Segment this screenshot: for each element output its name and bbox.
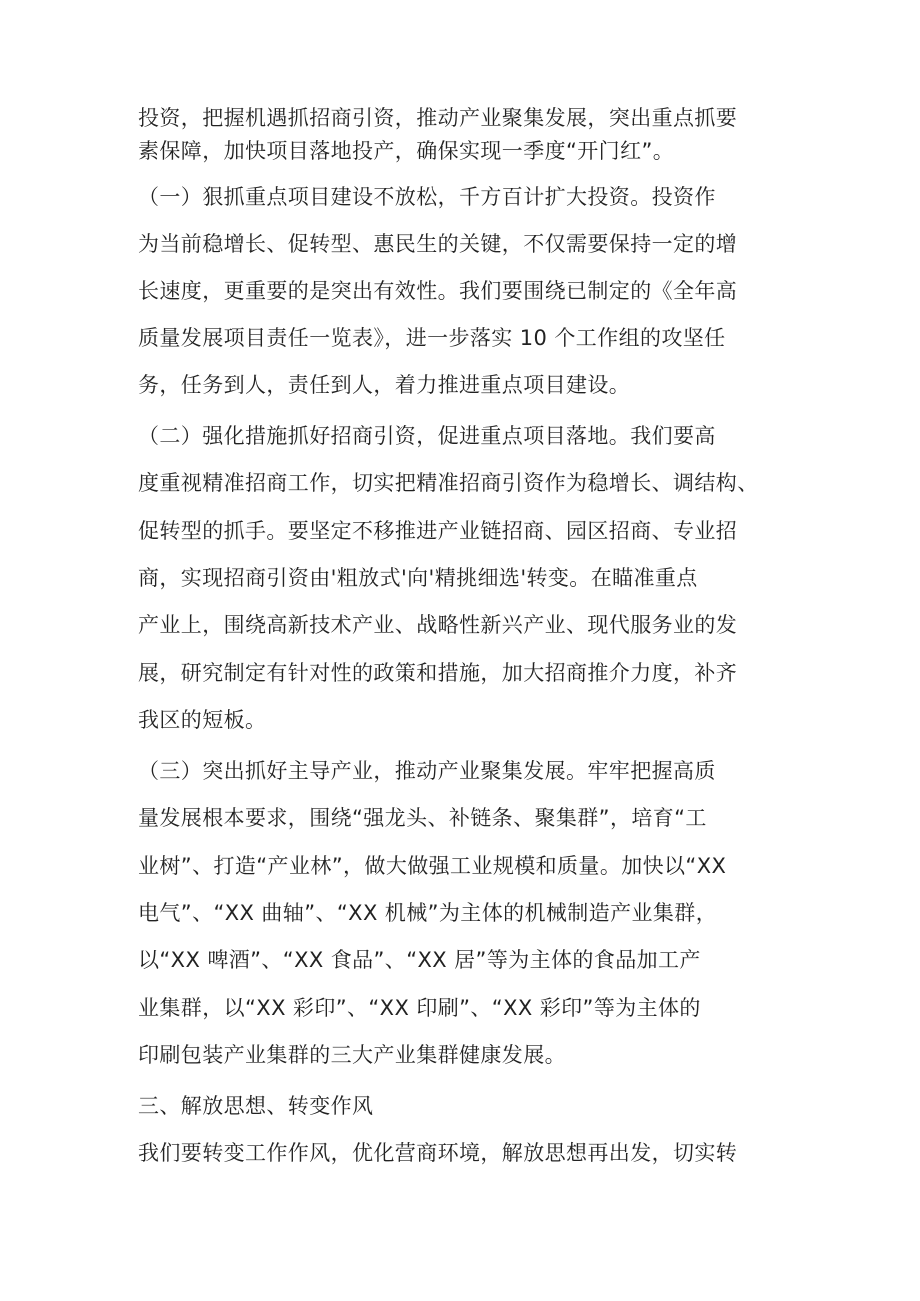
text-line: （二）强化措施抓好招商引资，促进重点项目落地。我们要高	[138, 424, 716, 448]
text-line: 投资，把握机遇抓招商引资，推动产业聚集发展，突出重点抓要	[138, 106, 738, 130]
text-line: 以“XX 啤酒”、“XX 食品”、“XX 居”等为主体的食品加工产	[138, 948, 701, 972]
text-line: 业树”、打造“产业林”，做大做强工业规模和质量。加快以“XX	[138, 854, 727, 878]
text-line: 质量发展项目责任一览表》，进一步落实 10 个工作组的攻坚任	[138, 326, 726, 350]
text-line: 量发展根本要求，围绕“强龙头、补链条、聚集群”，培育“工	[138, 806, 707, 830]
text-line: 商，实现招商引资由'粗放式'向'精挑细选'转变。在瞄准重点	[138, 566, 698, 590]
text-line: 为当前稳增长、促转型、惠民生的关键，不仅需要保持一定的增	[138, 232, 738, 256]
text-line: 长速度，更重要的是突出有效性。我们要围绕已制定的《全年高	[138, 279, 738, 303]
text-line: （三）突出抓好主导产业，推动产业聚集发展。牢牢把握高质	[138, 759, 716, 783]
section-heading: 三、解放思想、转变作风	[138, 1094, 374, 1118]
text-line: 印刷包装产业集群的三大产业集群健康发展。	[138, 1043, 566, 1067]
text-line: （一）狠抓重点项目建设不放松，千方百计扩大投资。投资作	[138, 185, 716, 209]
text-line: 电气”、“XX 曲轴”、“XX 机械”为主体的机械制造产业集群，	[138, 901, 718, 925]
text-line: 度重视精准招商工作，切实把精准招商引资作为稳增长、调结构、	[138, 471, 759, 495]
text-line: 务，任务到人，责任到人，着力推进重点项目建设。	[138, 373, 631, 397]
text-line: 展，研究制定有针对性的政策和措施，加大招商推介力度，补齐	[138, 661, 738, 685]
text-line: 业集群，以“XX 彩印”、“XX 印刷”、“XX 彩印”等为主体的	[138, 996, 701, 1020]
text-line: 我区的短板。	[138, 708, 267, 732]
text-line: 产业上，围绕高新技术产业、战略性新兴产业、现代服务业的发	[138, 613, 738, 637]
text-line: 素保障，加快项目落地投产，确保实现一季度“开门红”。	[138, 139, 675, 163]
text-line: 促转型的抓手。要坚定不移推进产业链招商、园区招商、专业招	[138, 519, 738, 543]
text-line: 我们要转变工作作风，优化营商环境，解放思想再出发，切实转	[138, 1141, 738, 1165]
